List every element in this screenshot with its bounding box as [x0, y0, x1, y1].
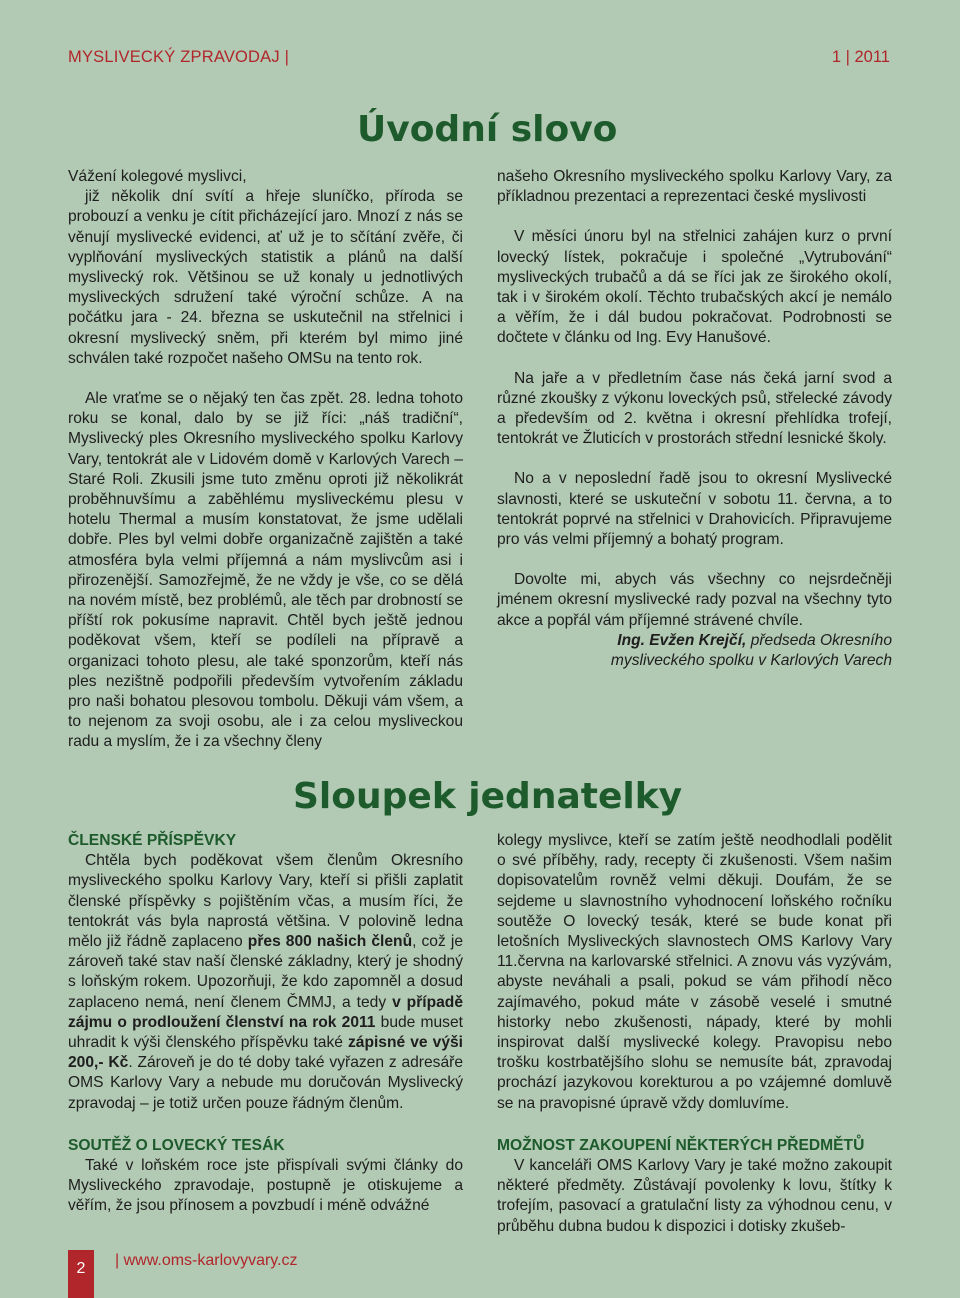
section-heading-soutez: SOUTĚŽ O LOVECKÝ TESÁK [68, 1136, 285, 1154]
article1-paragraph: Ale vraťme se o nějaký ten čas zpět. 28. ledna tohoto roku se konal, dalo by se již říci: „náš tradiční“, Myslivecký ples Okresního mysliveckého spolku Karlovy Vary, tentokrát ale v Lidovém domě v Karlových Varech – Staré Roli. Zkusili jsme tuto změnu oproti již několikrát proběhnuvšímu a zaběhlému mysliveckému plesu v hotelu Thermal a musím konstatovat, že jsme udělali dobře. Ples byl velmi dobře organizačně zajištěn a také atmosféra byla velmi příjemná a nám myslivcům asi i přirozenější. Samozřejmě, že ne vždy je vše, co se dělá na novém místě, bez problémů, ale těch par drobností se příští rok pokusíme napravit. Chtěl bych ještě jednou poděkovat všem, kteří se podíleli na přípravě a organizaci tohoto plesu, ale také sponzorům, kteří nás ples nezištně podpořili především vytvořením základu pro naši bohatou plesovou tombolu. Děkuji vám všem, a to nejenom za svoji osobu, ale i za celou mysliveckou radu a myslím, že i za všechny členy [68, 390, 463, 751]
section-paragraph: Chtěla bych poděkovat všem členům Okresního mysliveckého spolku Karlovy Vary, kteří si přišli zaplatit členské příspěvky s pojištěním včas, a musím říci, že tentokrát vás byla naprostá většina. V polovině ledna mělo již řádně zaplaceno přes 800 našich členů, což je zároveň také stav naší členské základny, který je shodný s loňským rokem. Upozorňuji, že kdo zapomněl a dosud zaplaceno nemá, není členem ČMMJ, a tedy v případě zájmu o prodloužení členství na rok 2011 bude muset uhradit k výši členského příspěvku také zápisné ve výši 200,- Kč. Zároveň je do té doby také vyřazen z adresáře OMS Karlovy Vary a nebude mu doručován Myslivecký zpravodaj – je totiž určen pouze řádným členům. [68, 852, 464, 1112]
signature-role: předseda Okresního [746, 631, 892, 649]
footer-website-link[interactable]: | www.oms-karlovyvary.cz [115, 1252, 298, 1269]
article-title-uvodni-slovo: Úvodní slovo [357, 109, 618, 150]
article1-paragraph: Na jaře a v předletním čase nás čeká jarní svod a různé zkoušky z výkonu loveckých psů, střelecké závody a především od 2. května i okresní přehlídka trofejí, tentokrát ve Žluticích v prostorách střední lesnické školy. [497, 369, 892, 448]
article1-paragraph: již několik dní svítí a hřeje sluníčko, příroda se probouzí a venku je cítit přicházející jaro. Mnozí z nás se věnují myslivecké evidenci, ať už je to sčítání zvěře, či vyplňování mysliveckých statistik a plánů na další myslivecký rok. Většinou se už konaly u jednotlivých mysliveckých sdružení také výroční schůze. A na počátku jara - 24. března se uskutečnil na střelnici i okresní myslivecký sněm, při kterém byl mimo jiné schválen také rozpočet našeho OMSu na tento rok. [68, 188, 463, 367]
signature-name: Ing. Evžen Krejčí, [617, 631, 747, 649]
greeting: Vážení kolegové myslivci, [68, 168, 247, 185]
page-number: 2 [68, 1250, 94, 1298]
article1-paragraph: Dovolte mi, abych vás všechny co nejsrdečněji jménem okresní myslivecké rady pozval na všechny tyto akce a popřál vám příjemné strávené chvíle. [497, 571, 892, 629]
header-issue: 1 | 2011 [831, 48, 890, 66]
section-heading-clenske-prispevky: ČLENSKÉ PŘÍSPĚVKY [68, 832, 237, 849]
header-publication-name: MYSLIVECKÝ ZPRAVODAJ | [68, 48, 290, 66]
section-paragraph: Také v loňském roce jste přispívali svými články do Mysliveckého zpravodaje, postupně je otiskujeme a věřím, že jsou přínosem a povzbudí i méně odvážné [68, 1157, 463, 1215]
article1-column-right [497, 167, 892, 671]
article1-paragraph: No a v neposlední řadě jsou to okresní Myslivecké slavnosti, které se uskuteční v sobotu 11. června, a to tentokrát poprvé na střelnici v Drahovicích. Připravujeme pro vás velmi příjemný a bohatý program. [497, 470, 892, 549]
section-heading-predmety: MOŽNOST ZAKOUPENÍ NĚKTERÝCH PŘEDMĚTŮ [497, 1136, 865, 1154]
article1-column-left [68, 167, 463, 753]
signature [497, 631, 892, 671]
article1-paragraph: našeho Okresního mysliveckého spolku Karlovy Vary, za příkladnou prezentaci a reprezentaci české myslivosti [497, 168, 892, 206]
section-paragraph: kolegy myslivce, kteří se zatím ještě neodhodlali podělit o své příběhy, rady, recepty či zkušenosti. Všem našim dopisovatelům rovněž velmi děkuji. Doufám, že se sejdeme u slavnostního vyhodnocení loňského ročníku soutěže O lovecký tesák, které se bude konat při letošních Mysliveckých slavnostech OMS Karlovy Vary 11.června na karlovarské střelnici. A znovu vás vyzývám, abyste neváhali a psali, pokud se vám přihodí něco zajímavého, pokud máte v zásobě veselé i smutné historky nebo zkušenosti, nápady, které by mohli inspirovat další myslivecké kolegy. Pravopisu nebo trošku kostrbatějšího slohu se nemusíte bát, zpravodaj prochází jazykovou korekturou a po vzájemné domluvě se na pravopisné úpravě vždy domluvíme. [497, 832, 892, 1112]
article2-column-right [497, 831, 892, 1237]
article-title-sloupek-jednatelky: Sloupek jednatelky [293, 776, 683, 817]
section-paragraph: V kanceláři OMS Karlovy Vary je také možno zakoupit některé předměty. Zůstávají povolenky k lovu, štítky k trofejím, pasovací a gratulační listy za výhodnou cenu, v průběhu dubna budou k dispozici i dotisky zkušeb- [497, 1157, 892, 1235]
article1-paragraph: V měsíci únoru byl na střelnici zahájen kurz o první lovecký lístek, pokračuje i společné „Vytrubování“ mysliveckých trubačů a dá se říci jak ze širokého okolí, tak i v širokém okolí. Těchto trubačských akcí je nemálo a věřím, že i dál budou pokračovat. Podrobnosti se dočtete v článku od Ing. Evy Hanušové. [497, 228, 892, 347]
article2-column-left [68, 831, 463, 1217]
signature-role-line2: mysliveckého spolku v Karlových Varech [610, 652, 892, 670]
